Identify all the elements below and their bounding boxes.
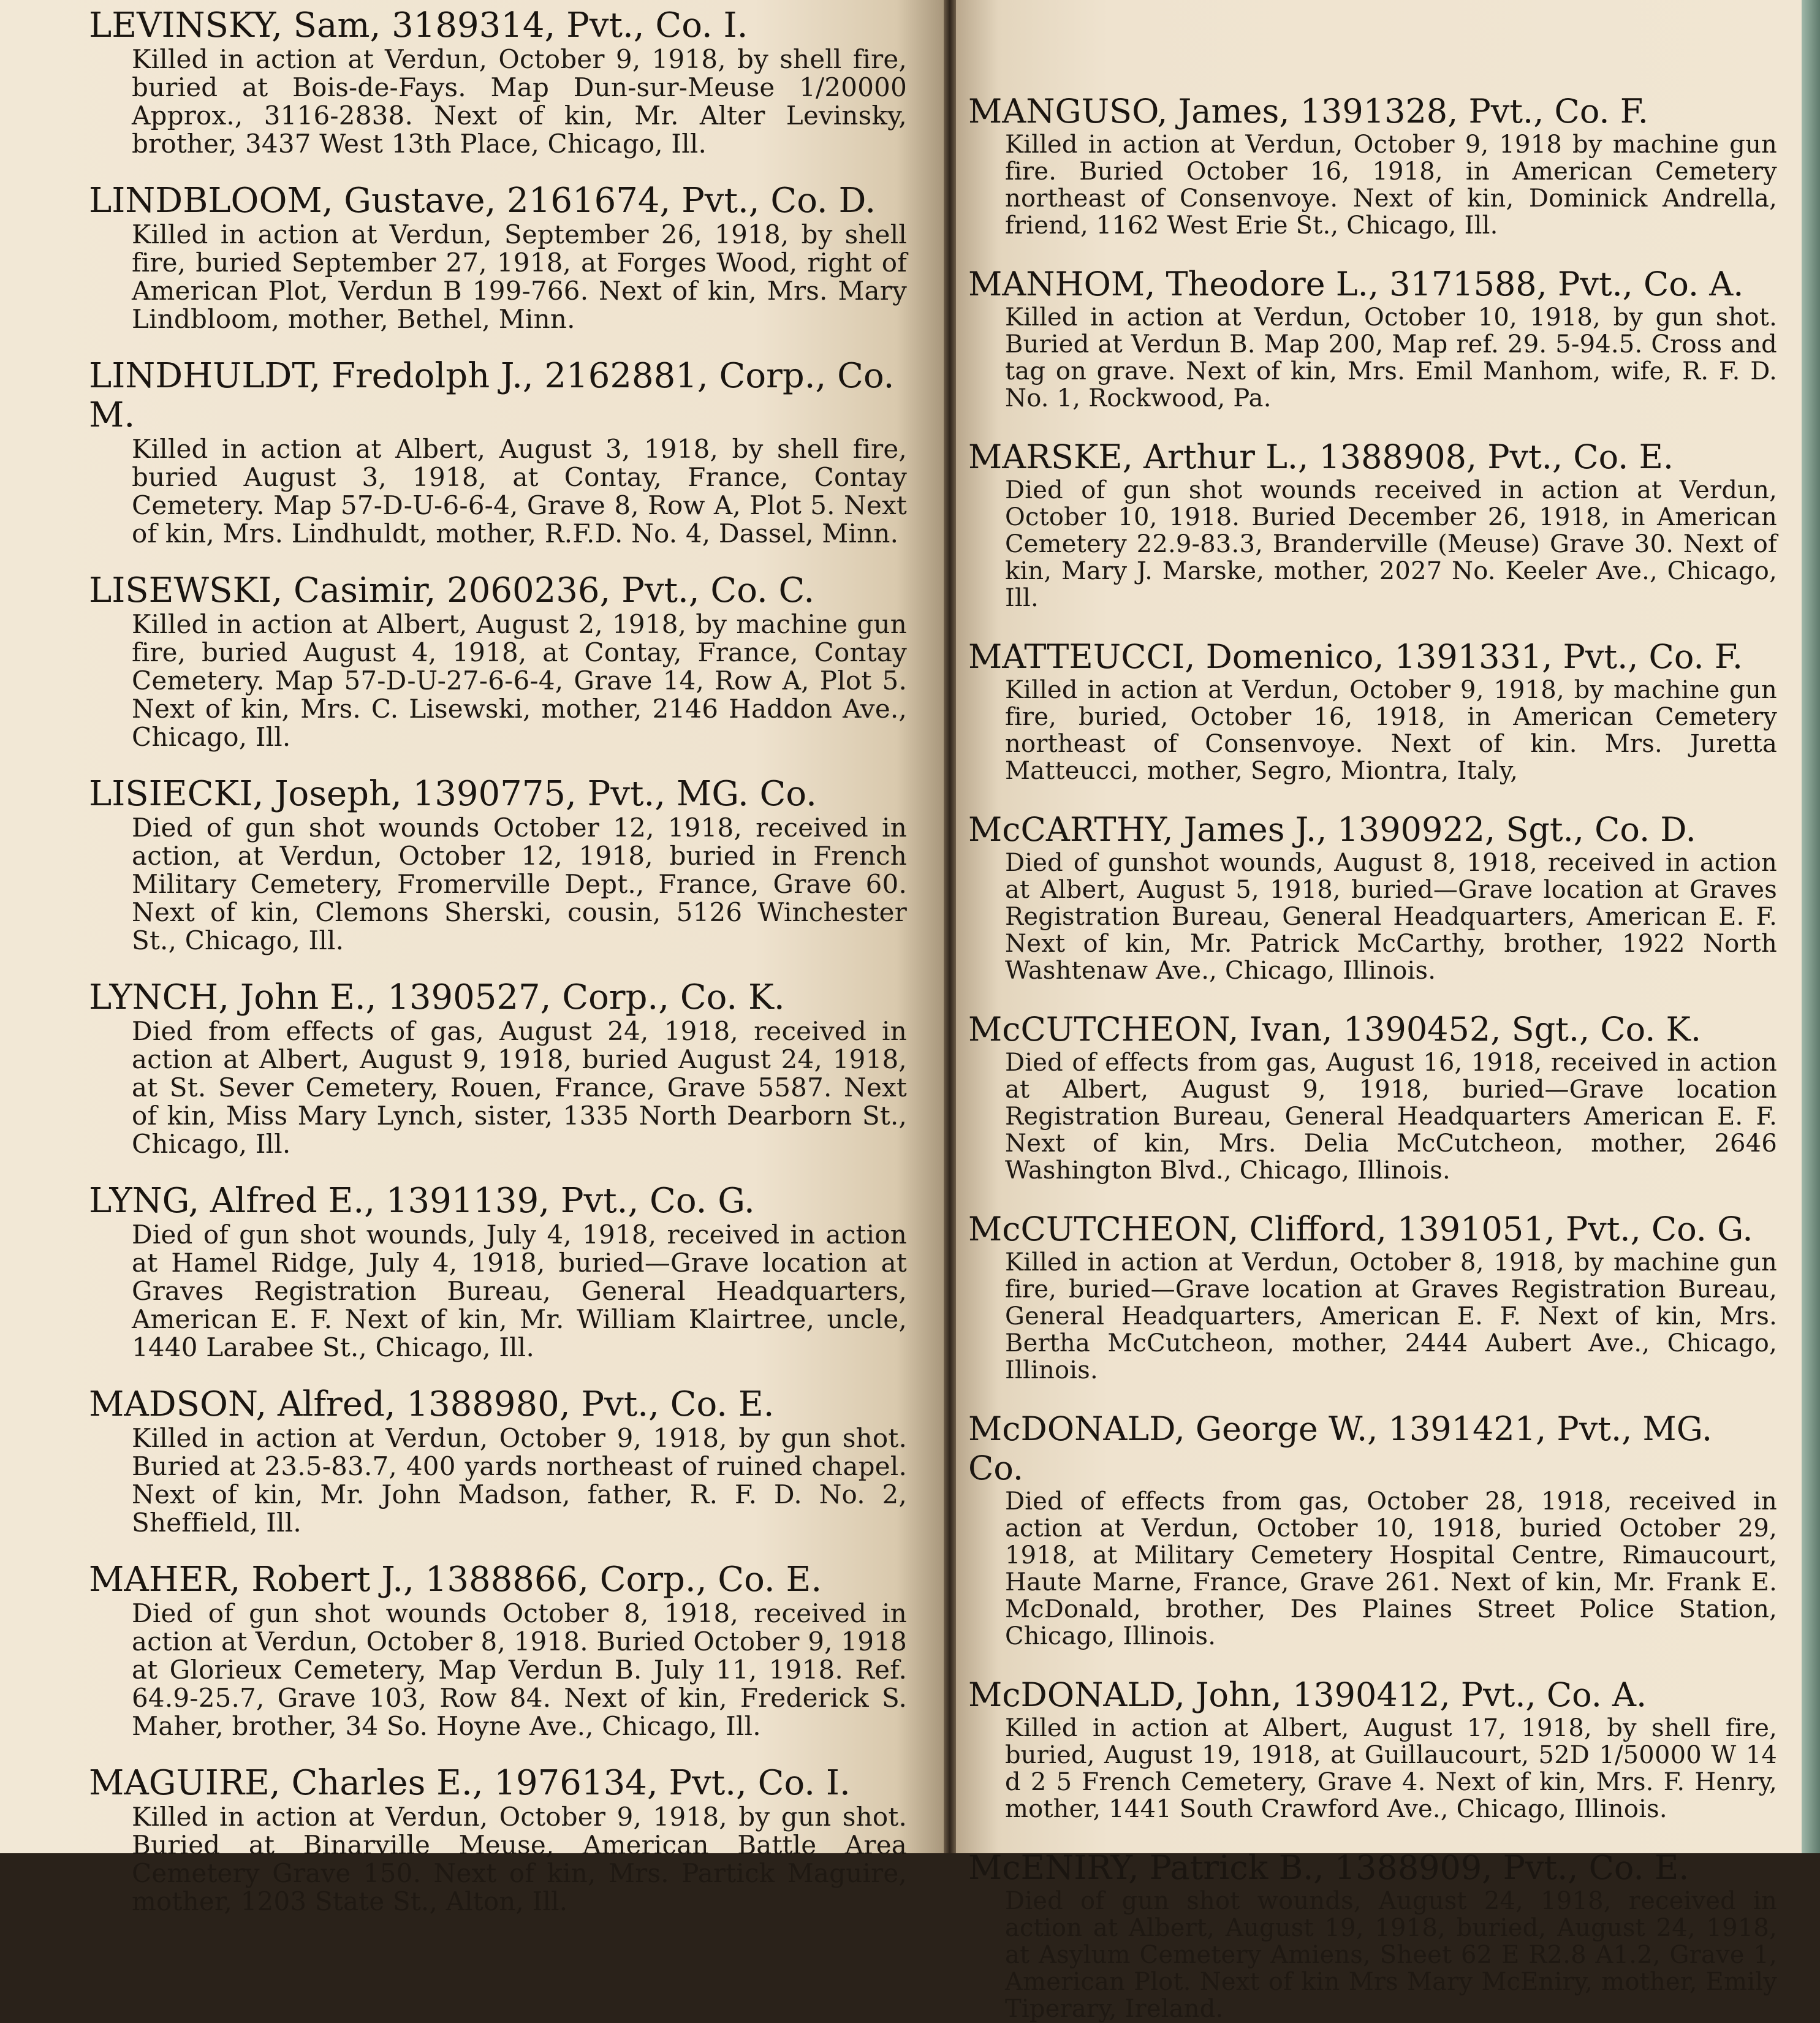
entry-text: Killed in action at Verdun, October 9, 1918 by machine gun fire. Buried October 16, 1918, in American Cemetery northeast of Consenvoye. Next of kin, Dominick Andrella, friend, 1162 West Erie St., Chicago, Ill. xyxy=(1005,131,1777,240)
entry xyxy=(89,181,907,334)
entry-heading: LYNG, Alfred E., 1391139, Pvt., Co. G. xyxy=(89,1181,755,1221)
entry-text: Died of gunshot wounds, August 8, 1918, received in action at Albert, August 5, 1918, buried—Grave location at Graves Registration Bureau, General Headquarters, American E. F. Next of kin, Mr. Patrick McCarthy, brother, 1922 North Washtenaw Ave., Chicago, Illinois. xyxy=(1005,849,1777,985)
entry-text: Killed in action at Verdun, October 9, 1918, by gun shot. Buried at Binarville Meuse, American Battle Area Cemetery Grave 150. Next of kin, Mrs. Partick Maguire, mother, 1203 State St., Alton, Ill. xyxy=(132,1802,907,1916)
entry-text: Killed in action at Albert, August 3, 1918, by shell fire, buried August 3, 1918, at Contay, France, Contay Cemetery. Map 57-D-U-6-6-4, Grave 8, Row A, Plot 5. Next of kin, Mrs. Lindhuldt, mother, R.F.D. No. 4, Dassel, Minn. xyxy=(132,434,907,548)
entry-heading: MAHER, Robert J., 1388866, Corp., Co. E. xyxy=(89,1560,822,1600)
left-page xyxy=(0,0,944,1916)
entry-heading: MANHOM, Theodore L., 3171588, Pvt., Co. A. xyxy=(968,265,1744,303)
entry-heading: LYNCH, John E., 1390527, Corp., Co. K. xyxy=(89,977,785,1017)
entry xyxy=(89,1384,907,1538)
entry xyxy=(89,356,907,548)
entry xyxy=(89,774,907,955)
entry-heading: MAGUIRE, Charles E., 1976134, Pvt., Co. I. xyxy=(89,1763,851,1803)
entry-heading: McDONALD, John, 1390412, Pvt., Co. A. xyxy=(968,1676,1647,1714)
entry-heading: McENIRY, Patrick B., 1388909, Pvt., Co. E. xyxy=(968,1848,1689,1887)
entry-text: Died of gun shot wounds received in action at Verdun, October 10, 1918. Buried December 26, 1918, in American Cemetery 22.9-83.3, Branderville (Meuse) Grave 30. Next of kin, Mary J. Marske, mother, 2027 No. Keeler Ave., Chicago, Ill. xyxy=(1005,476,1777,612)
entry-text: Killed in action at Verdun, October 8, 1918, by machine gun fire, buried—Grave location at Graves Registration Bureau, General Headquarters, American E. F. Next of kin, Mrs. Bertha McCutcheon, mother, 2444 Aubert Ave., Chicago, Illinois. xyxy=(1005,1248,1777,1384)
entry-heading: MADSON, Alfred, 1388980, Pvt., Co. E. xyxy=(89,1384,775,1424)
entry-text: Died of gun shot wounds October 8, 1918, received in action at Verdun, October 8, 1918. Buried October 9, 1918 at Glorieux Cemetery, Map Verdun B. July 11, 1918. Ref. 64.9-25.7, Grave 103, Row 84. Next of kin, Frederick S. Maher, brother, 34 So. Hoyne Ave., Chicago, Ill. xyxy=(132,1598,907,1741)
entry-heading: MATTEUCCI, Domenico, 1391331, Pvt., Co. F. xyxy=(968,637,1743,676)
entry-heading: McCUTCHEON, Clifford, 1391051, Pvt., Co. G. xyxy=(968,1210,1753,1248)
right-page xyxy=(956,0,1802,2023)
entry-heading: MARSKE, Arthur L., 1388908, Pvt., Co. E. xyxy=(968,438,1674,476)
entry xyxy=(968,810,1777,985)
entry-text: Killed in action at Verdun, September 26, 1918, by shell fire, buried September 27, 1918, at Forges Wood, right of American Plot, Verdun B 199-766. Next of kin, Mrs. Mary Lindbloom, mother, Bethel, Minn. xyxy=(132,219,907,334)
entry xyxy=(968,637,1777,785)
entry-text: Died of gun shot wounds, July 4, 1918, received in action at Hamel Ridge, July 4, 1918, buried—Grave location at Graves Registration Bureau, General Headquarters, American E. F. Next of kin, Mr. William Klairtree, uncle, 1440 Larabee St., Chicago, Ill. xyxy=(132,1220,907,1362)
entry-heading: McDONALD, George W., 1391421, Pvt., MG. Co. xyxy=(968,1410,1713,1487)
entry-text: Died from effects of gas, August 24, 1918, received in action at Albert, August 9, 1918, buried August 24, 1918, at St. Sever Cemetery, Rouen, France, Grave 5587. Next of kin, Miss Mary Lynch, sister, 1335 North Dearborn St., Chicago, Ill. xyxy=(132,1016,907,1159)
entry-heading: McCARTHY, James J., 1390922, Sgt., Co. D. xyxy=(968,810,1696,849)
entry-heading: LINDBLOOM, Gustave, 2161674, Pvt., Co. D. xyxy=(89,181,876,221)
entry xyxy=(968,1010,1777,1185)
entry-heading: McCUTCHEON, Ivan, 1390452, Sgt., Co. K. xyxy=(968,1010,1702,1049)
entry xyxy=(968,438,1777,612)
entry xyxy=(89,977,907,1159)
entry-heading: LINDHULDT, Fredolph J., 2162881, Corp., Co. M. xyxy=(89,356,895,435)
entry-text: Killed in action at Verdun, October 9, 1918, by machine gun fire, buried, October 16, 1918, in American Cemetery northeast of Consenvoye. Next of kin. Mrs. Juretta Matteucci, mother, Segro, Miontra, Italy, xyxy=(1005,676,1777,785)
entry-text: Killed in action at Verdun, October 9, 1918, by shell fire, buried at Bois-de-Fays. Map Dun-sur-Meuse 1/20000 Approx., 3116-2838. Next of kin, Mr. Alter Levinsky, brother, 3437 West 13th Place, Chicago, Ill. xyxy=(132,44,907,159)
entry-text: Died of gun shot wounds, August 24, 1918, received in action at Albert, August 19, 1918, buried, August 24, 1918, at Asylum Cemetery Amiens, Sheet 62 E R2.8 A1.2, Grave 1, American Plot. Next of kin Mrs Mary McEniry, mother, Emily Tiperary, Ireland. xyxy=(1005,1887,1777,2023)
book-gutter xyxy=(944,0,956,1853)
entry-text: Died of effects from gas, August 16, 1918, received in action at Albert, August 9, 1918, buried—Grave location Registration Bureau, General Headquarters American E. F. Next of kin, Mrs. Delia McCutcheon, mother, 2646 Washington Blvd., Chicago, Illinois. xyxy=(1005,1049,1777,1185)
entry-text: Died of gun shot wounds October 12, 1918, received in action, at Verdun, October 12, 1918, buried in French Military Cemetery, Fromerville Dept., France, Grave 60. Next of kin, Clemons Sherski, cousin, 5126 Winchester St., Chicago, Ill. xyxy=(132,813,907,955)
entry xyxy=(968,1676,1777,1823)
entry xyxy=(89,1763,907,1916)
entry xyxy=(89,1560,907,1741)
entry-heading: MANGUSO, James, 1391328, Pvt., Co. F. xyxy=(968,92,1648,131)
entry-text: Killed in action at Verdun, October 10, 1918, by gun shot. Buried at Verdun B. Map 200, Map ref. 29. 5-94.5. Cross and tag on grave. Next of kin, Mrs. Emil Manhom, wife, R. F. D. No. 1, Rockwood, Pa. xyxy=(1005,303,1777,412)
entry xyxy=(89,1181,907,1362)
entry xyxy=(968,1210,1777,1384)
entry-heading: LEVINSKY, Sam, 3189314, Pvt., Co. I. xyxy=(89,6,748,45)
table-surface-edge xyxy=(1802,0,1820,1853)
entry xyxy=(968,92,1777,240)
entry xyxy=(89,571,907,752)
entry-heading: LISEWSKI, Casimir, 2060236, Pvt., Co. C. xyxy=(89,571,815,610)
entry-text: Killed in action at Albert, August 2, 1918, by machine gun fire, buried August 4, 1918, at Contay, France, Contay Cemetery. Map 57-D-U-27-6-6-4, Grave 14, Row A, Plot 5. Next of kin, Mrs. C. Lisewski, mother, 2146 Haddon Ave., Chicago, Ill. xyxy=(132,609,907,752)
entry xyxy=(968,1410,1777,1650)
entry-text: Killed in action at Albert, August 17, 1918, by shell fire, buried, August 19, 1918, at Guillaucourt, 52D 1/50000 W 14 d 2 5 French Cemetery, Grave 4. Next of kin, Mrs. F. Henry, mother, 1441 South Crawford Ave., Chicago, Illinois. xyxy=(1005,1714,1777,1823)
entry-text: Died of effects from gas, October 28, 1918, received in action at Verdun, October 10, 1918, buried October 29, 1918, at Military Cemetery Hospital Centre, Rimaucourt, Haute Marne, France, Grave 261. Next of kin, Mr. Frank E. McDonald, brother, Des Plaines Street Police Station, Chicago, Illinois. xyxy=(1005,1487,1777,1650)
entry xyxy=(89,6,907,159)
entry xyxy=(968,265,1777,412)
entry-heading: LISIECKI, Joseph, 1390775, Pvt., MG. Co. xyxy=(89,774,817,814)
entry-text: Killed in action at Verdun, October 9, 1918, by gun shot. Buried at 23.5-83.7, 400 yards northeast of ruined chapel. Next of kin, Mr. John Madson, father, R. F. D. No. 2, Sheffield, Ill. xyxy=(132,1423,907,1538)
entry xyxy=(968,1848,1777,2023)
